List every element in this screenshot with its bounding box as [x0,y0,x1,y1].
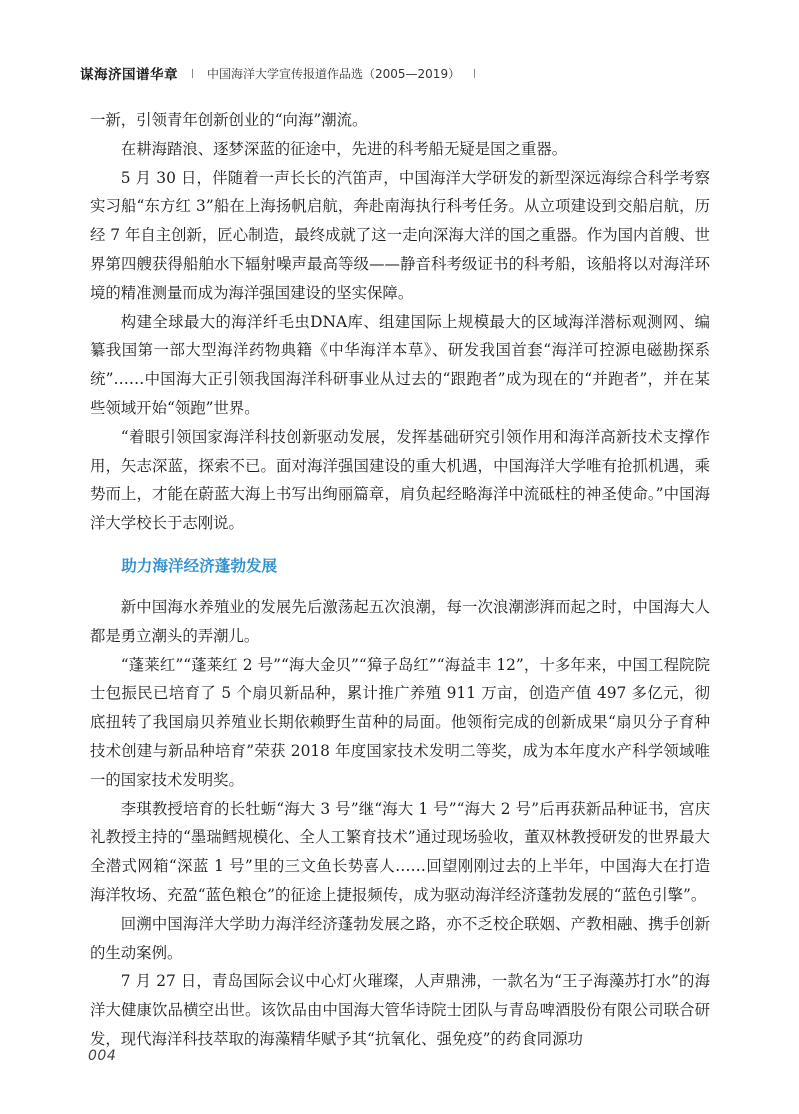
paragraph: 构建全球最大的海洋纤毛虫DNA库、组建国际上规模最大的区域海洋潜标观测网、编纂我国第一部大型海洋药物典籍《中华海洋本草》、研发我国首套“海洋可控源电磁勘探系统”……中国海大正引领我国海洋科研事业从过去的“跟跑者”成为现在的“并跑者”，并在某些领域开始“领跑”世界。 [90,312,710,417]
header-separator-end [474,69,475,78]
paragraph-group-before [90,106,710,538]
paragraph: 新中国海水养殖业的发展先后激荡起五次浪潮，每一次浪潮澎湃而起之时，中国海大人都是勇立潮头的弄潮儿。 [90,597,710,645]
paragraph: 回溯中国海洋大学助力海洋经济蓬勃发展之路，亦不乏校企联姻、产教相融、携手创新的生动案例。 [90,914,710,962]
collection-title: 中国海洋大学宣传报道作品选（2005—2019） [207,66,461,81]
section-heading: 助力海洋经济蓬勃发展 [121,556,278,575]
paragraph: 李琪教授培育的长牡蛎“海大 3 号”继“海大 1 号”“海大 2 号”后再获新品种证书，宫庆礼教授主持的“墨瑞鳕规模化、全人工繁育技术”通过现场验收，董双林教授研发的世界最大全潜式网箱“深蓝 1 号”里的三文鱼长势喜人……回望刚刚过去的上半年，中国海大在打造海洋牧场、充盈“蓝色粮仓”的征途上捷报频传，成为驱动海洋经济蓬勃发展的“蓝色引擎”。 [90,799,710,904]
running-header [80,62,740,84]
paragraph: 在耕海踏浪、逐梦深蓝的征途中，先进的科考船无疑是国之重器。 [120,139,568,158]
page-number: 004 [88,1048,117,1064]
paragraph: 5 月 30 日，伴随着一声长长的汽笛声，中国海洋大学研发的新型深远海综合科学考察实习船“东方红 3”船在上海扬帆启航，奔赴南海执行科考任务。从立项建设到交船启航，历经 7 年自主创新，匠心制造，最终成就了这一走向深海大洋的国之重器。作为国内首艘、世界第四艘获得船舶水下辐射噪声最高等级——静音科考级证书的科考船，该船将以对海洋环境的精准测量而成为海洋强国建设的坚实保障。 [90,168,710,302]
article-body [90,106,710,1054]
paragraph: “蓬莱红”“蓬莱红 2 号”“海大金贝”“獐子岛红”“海益丰 12”，十多年来，中国工程院院士包振民已培育了 5 个扇贝新品种，累计推广养殖 911 万亩，创造产值 497 多亿元，彻底扭转了我国扇贝养殖业长期依赖野生苗种的局面。他领衔完成的创新成果“扇贝分子育种技术创建与新品种培育”荣获 2018 年度国家技术发明二等奖，成为本年度水产科学领域唯一的国家技术发明奖。 [90,655,710,789]
header-separator [192,69,193,78]
paragraph: 一新，引领青年创新创业的“向海”潮流。 [90,111,368,129]
book-title: 谋海济国谱华章 [80,67,178,83]
paragraph: “着眼引领国家海洋科技创新驱动发展，发挥基础研究引领作用和海洋高新技术支撑作用，矢志深蓝，探索不已。面对海洋强国建设的重大机遇，中国海洋大学唯有抢抓机遇，乘势而上，才能在蔚蓝大海上书写出绚丽篇章，肩负起经略海洋中流砥柱的神圣使命。”中国海洋大学校长于志刚说。 [90,427,710,533]
paragraph: 7 月 27 日，青岛国际会议中心灯火璀璨，人声鼎沸，一款名为“王子海藻苏打水”的海洋大健康饮品横空出世。该饮品由中国海大管华诗院士团队与青岛啤酒股份有限公司联合研发，现代海洋科技萃取的海藻精华赋予其“抗氧化、强免疫”的药食同源功 [90,972,710,1048]
paragraph-group-after [90,593,710,1054]
